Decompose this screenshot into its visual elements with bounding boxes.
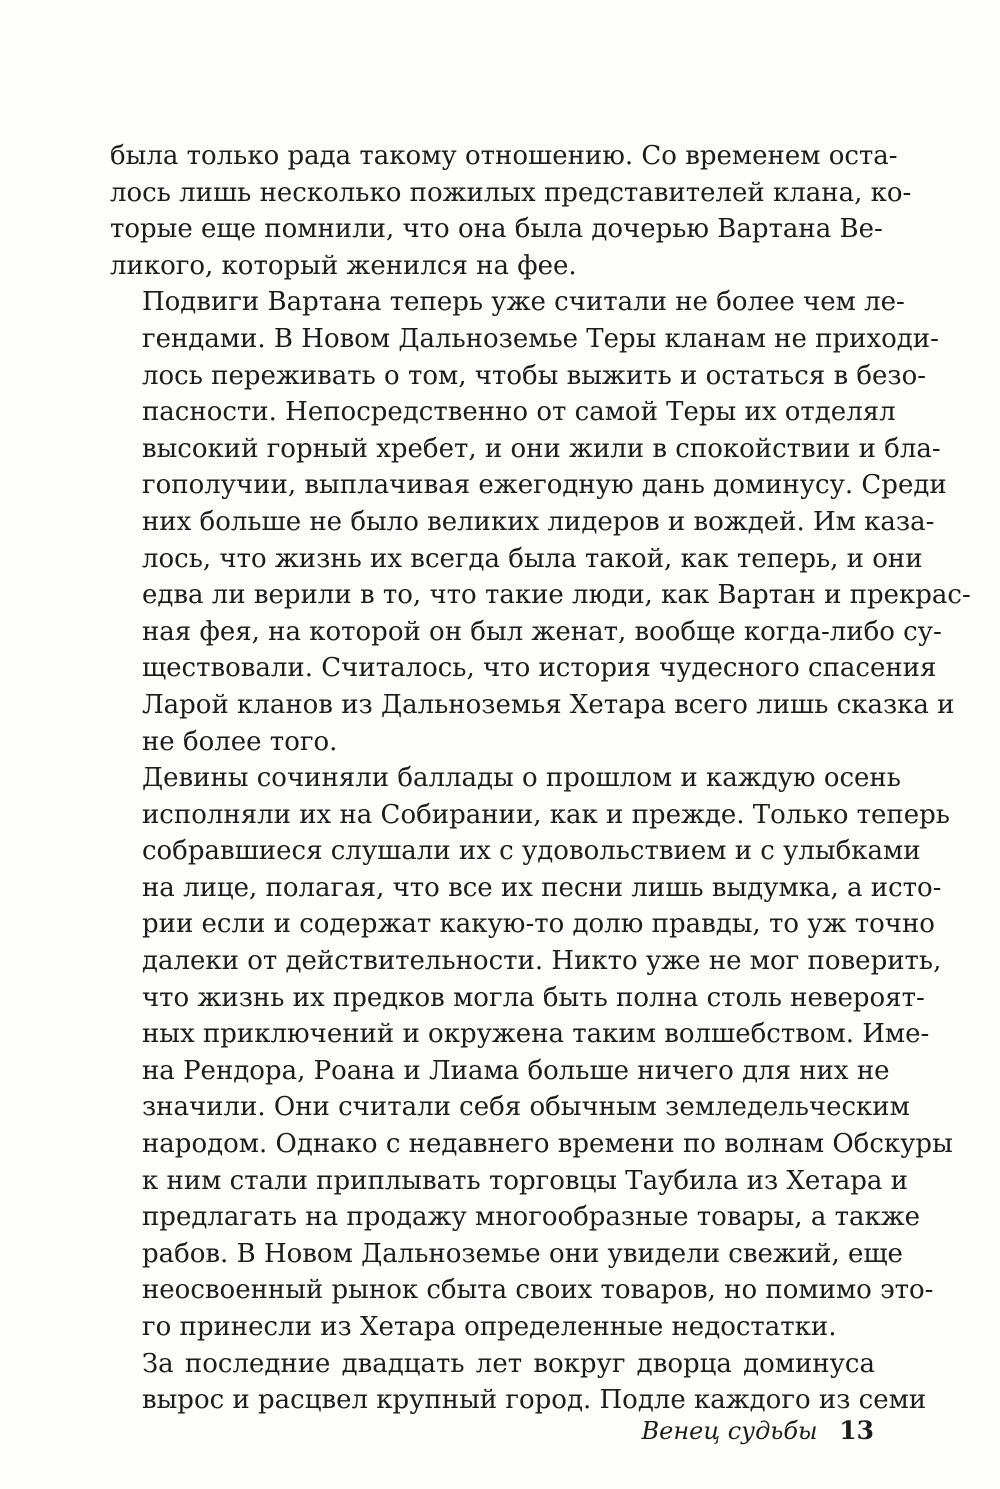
text-line: вырос и расцвел крупный город. Подле каждого из семи (141, 1385, 927, 1416)
body-text (110, 138, 971, 1419)
text-line: пасности. Непосредственно от самой Теры их отделял (141, 397, 896, 428)
text-line: предлагать на продажу многообразные товары, а также (141, 1202, 921, 1233)
text-line: что жизнь их предков могла быть полна столь невероят- (141, 982, 925, 1013)
text-line: них больше не было великих лидеров и вождей. Им каза- (141, 506, 935, 537)
paragraph (110, 1346, 927, 1419)
paragraph (110, 760, 953, 1346)
text-line: не более того. (141, 726, 338, 757)
text-line: народом. Однако с недавнего времени по волнам Обскуры (141, 1129, 953, 1160)
text-line: лось переживать о том, чтобы выжить и остаться в безо- (141, 360, 927, 391)
text-line: высокий горный хребет, и они жили в спокойствии и бла- (141, 433, 941, 464)
running-title: Венец судьбы (641, 1417, 818, 1445)
text-line: рабов. В Новом Дальноземье они увидели свежий, еще (141, 1238, 903, 1269)
text-line: гополучии, выплачивая ежегодную дань доминусу. Среди (141, 470, 947, 501)
text-line: к ним стали приплывать торговцы Таубила из Хетара и (141, 1165, 908, 1196)
text-line: Девины сочиняли баллады о прошлом и каждую осень (141, 763, 901, 794)
text-line: была только рада такому отношению. Со временем оста- (110, 141, 898, 171)
text-line: За последние двадцать лет вокруг дворца доминуса (141, 1348, 875, 1379)
paragraph (110, 138, 912, 284)
text-line: лось лишь несколько пожилых представителей клана, ко- (110, 177, 912, 208)
text-line: исполняли их на Собирании, как и прежде. Только теперь (141, 799, 950, 830)
text-line: ликого, который женился на фее. (110, 250, 577, 281)
text-line: лось, что жизнь их всегда была такой, как теперь, и они (141, 543, 923, 574)
text-line: ных приключений и окружена таким волшебством. Име- (141, 1019, 930, 1050)
text-line: ная фея, на которой он был женат, вообще когда-либо су- (141, 616, 942, 647)
text-line: на Рендора, Роана и Лиама больше ничего для них не (141, 1055, 890, 1086)
text-line: едва ли верили в то, что такие люди, как Вартан и прекрас- (141, 580, 971, 611)
text-line: го принесли из Хетара определенные недостатки. (141, 1312, 837, 1342)
text-line: далеки от действительности. Никто уже не мог поверить, (141, 946, 942, 977)
text-line: Подвиги Вартана теперь уже считали не более чем ле- (141, 287, 905, 318)
page-number: 13 (839, 1416, 874, 1445)
text-line: неосвоенный рынок сбыта своих товаров, но помимо это- (141, 1275, 934, 1306)
text-line: торые еще помнили, что она была дочерью Вартана Ве- (110, 214, 883, 245)
page-footer (642, 1416, 875, 1445)
text-line: на лице, полагая, что все их песни лишь выдумка, а исто- (141, 872, 942, 903)
text-line: рии если и содержат какую-то долю правды, то уж точно (141, 909, 935, 940)
text-line: ществовали. Считалось, что история чудесного спасения (141, 653, 937, 684)
text-line: значили. Они считали себя обычным земледельческим (141, 1092, 910, 1123)
text-line: гендами. В Новом Дальноземье Теры кланам не приходи- (141, 323, 939, 354)
text-line: собравшиеся слушали их с удовольствием и с улыбками (141, 836, 921, 867)
text-line: Ларой кланов из Дальноземья Хетара всего лишь сказка и (141, 689, 955, 720)
paragraph (110, 284, 971, 760)
